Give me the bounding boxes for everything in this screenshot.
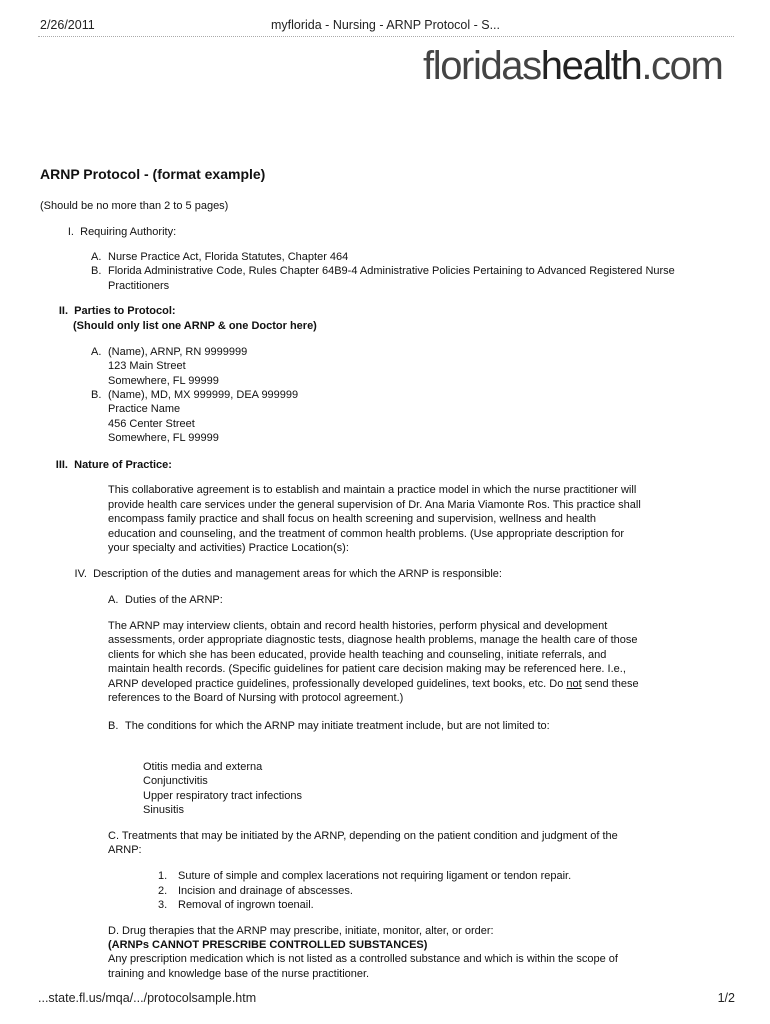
treatment-item: 2. Incision and drainage of abscesses. [158,885,353,897]
duties-paragraph-line: assessments, order appropriate diagnostic tests, diagnose health problems, manage the health care of those [108,634,638,646]
treatment-item: 3. Removal of ingrown toenail. [158,899,314,911]
authority-item-b: B. Florida Administrative Code, Rules Chapter 64B9-4 Administrative Policies Pertaining to Advanced Registered Nurse [91,265,675,277]
print-url: ...state.fl.us/mqa/.../protocolsample.htm [38,991,257,1005]
party-a: A. (Name), ARNP, RN 9999999 [91,346,248,358]
treatment-item: 1. Suture of simple and complex lacerations not requiring ligament or tendon repair. [158,870,572,882]
drug-therapies-line: training and knowledge base of the nurse practitioner. [108,968,370,980]
section-4-title: Description of the duties and management areas for which the ARNP is responsible: [93,568,502,580]
party-a-line: 123 Main Street [108,360,186,372]
duties-paragraph-line: maintain health records. (Specific guidelines for patient care decision making may be referenced here. I.e., [108,663,626,675]
section-4-heading [70,567,502,582]
practice-paragraph-line: This collaborative agreement is to establish and maintain a practice model in which the nurse practitioner will [108,484,637,496]
drug-therapies-line: Any prescription medication which is not listed as a controlled substance and which is within the scope of [108,953,618,965]
section-1-title: Requiring Authority: [80,226,177,238]
party-b-line: 456 Center Street [108,418,195,430]
page-length-note: (Should be no more than 2 to 5 pages) [40,200,229,212]
section-1-number: I. [67,226,74,238]
duties-paragraph-line: references to the Board of Nursing with protocol agreement.) [108,692,404,704]
party-a-line: Somewhere, FL 99999 [108,375,219,387]
print-page-title: myflorida - Nursing - ARNP Protocol - S... [271,18,501,32]
duties-paragraph-line: clients for which she has been educated, provide health teaching and counseling, initiate referrals, and [108,649,607,661]
practice-paragraph-line: provide health care services under the general supervision of Dr. Ana Maria Viamonte Ros. This practice shall [108,499,641,511]
practice-paragraph-line: encompass family practice and shall focus on health screening and supervision, wellness and health [108,513,596,525]
section-2-number: II. [58,305,68,317]
authority-item-b-cont: Practitioners [108,280,170,292]
section-3-heading [53,458,172,473]
conditions-heading: B. The conditions for which the ARNP may initiate treatment include, but are not limited to: [108,720,550,732]
page-number: 1/2 [717,991,735,1005]
section-2-subheading: (Should only list one ARNP & one Doctor here) [73,320,317,332]
floridashealth-logo[interactable] [423,46,722,86]
section-4-number: IV. [74,568,87,580]
logo-part-3: .com [641,44,723,88]
condition-item: Sinusitis [143,804,184,816]
party-b-line: Practice Name [108,403,181,415]
document-title: ARNP Protocol - (format example) [40,166,266,182]
logo-part-2: health [540,44,642,88]
section-2-heading [53,304,176,319]
section-3-title: Nature of Practice: [74,459,172,471]
duties-heading: A. Duties of the ARNP: [108,594,223,606]
header-divider [38,36,734,37]
section-2-title: Parties to Protocol: [74,305,176,317]
condition-item: Upper respiratory tract infections [143,790,302,802]
logo-part-1: floridas [423,44,541,88]
duties-paragraph-line: ARNP developed practice guidelines, professionally developed guidelines, text books, etc. Do not send these [108,678,639,690]
duties-paragraph-line: The ARNP may interview clients, obtain and record health histories, perform physical and development [108,620,608,632]
authority-item-a: A. Nurse Practice Act, Florida Statutes, Chapter 464 [91,251,349,263]
print-date: 2/26/2011 [40,18,95,32]
practice-paragraph-line: education and counseling, and the treatment of common health problems. (Use appropriate description for [108,528,625,540]
treatments-heading: C. Treatments that may be initiated by the ARNP, depending on the patient condition and judgment of the [108,830,618,842]
section-1-heading [59,225,176,240]
condition-item: Conjunctivitis [143,775,208,787]
underlined-not: not [566,678,582,690]
section-3-number: III. [55,459,68,471]
party-b-line: Somewhere, FL 99999 [108,432,219,444]
condition-item: Otitis media and externa [143,761,263,773]
treatments-heading-cont: ARNP: [108,844,142,856]
party-b: B. (Name), MD, MX 999999, DEA 999999 [91,389,299,401]
drug-therapies-heading: D. Drug therapies that the ARNP may prescribe, initiate, monitor, alter, or order: [108,925,494,937]
controlled-substances-warning: (ARNPs CANNOT PRESCRIBE CONTROLLED SUBSTANCES) [108,939,428,951]
practice-paragraph-line: your specialty and activities) Practice Location(s): [108,542,349,554]
